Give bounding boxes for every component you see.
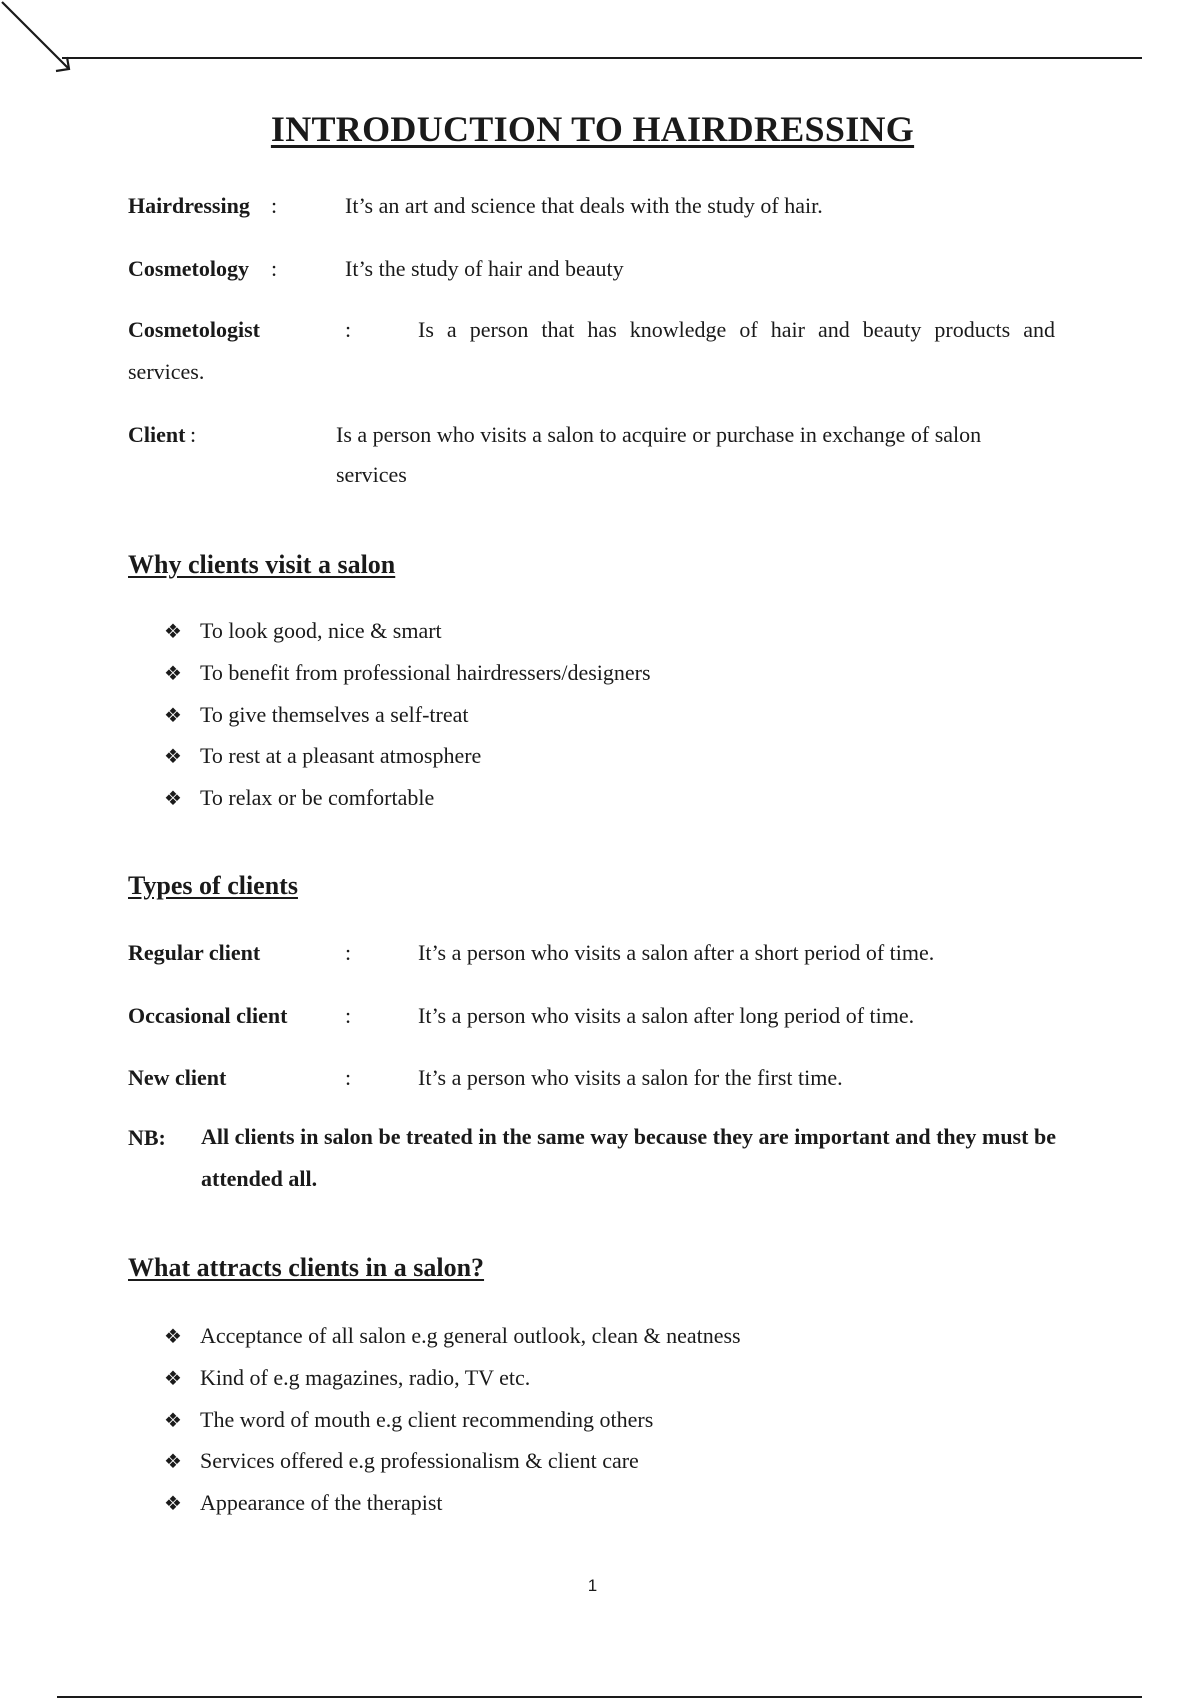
list-item: ❖ The word of mouth e.g client recommending others	[164, 1399, 741, 1441]
term-new-client: New client	[128, 1065, 227, 1090]
definition-colon: :	[190, 422, 197, 447]
nb-text: All clients in salon be treated in the same way because they are important and they must be attended all.	[201, 1124, 1056, 1191]
definition-text: Is a person that has knowledge of hair and beauty products and	[418, 317, 1055, 342]
nb-label: NB:	[128, 1125, 166, 1150]
definition-colon: :	[271, 256, 278, 281]
diamond-bullet-icon: ❖	[164, 746, 182, 769]
term-client: Client	[128, 422, 186, 447]
list-item: ❖ To benefit from professional hairdressers/designers	[164, 652, 651, 694]
section-heading-attracts: What attracts clients in a salon?	[128, 1253, 485, 1282]
definition-colon: :	[345, 1003, 352, 1028]
term-occasional-client: Occasional client	[128, 1003, 288, 1028]
diamond-bullet-icon: ❖	[164, 704, 182, 727]
definition-colon: :	[345, 1065, 352, 1090]
diamond-bullet-icon: ❖	[164, 1326, 182, 1348]
definition-colon: :	[271, 193, 278, 218]
list-item: ❖ Services offered e.g professionalism & client care	[164, 1440, 741, 1482]
list-item: ❖ Appearance of the therapist	[164, 1482, 741, 1524]
diamond-bullet-icon: ❖	[164, 662, 182, 685]
definition-colon: :	[345, 940, 352, 965]
footer-rule	[57, 1696, 1142, 1698]
list-item: ❖ To relax or be comfortable	[164, 777, 651, 819]
header-rule	[62, 57, 1142, 59]
definition-text-continued: services	[336, 462, 407, 487]
definition-text: It’s an art and science that deals with the study of hair.	[345, 193, 823, 218]
definition-text: It’s a person who visits a salon after a short period of time.	[418, 940, 935, 965]
list-item: ❖ Acceptance of all salon e.g general outlook, clean & neatness	[164, 1315, 741, 1357]
section-heading-types-of-clients: Types of clients	[128, 871, 298, 900]
diamond-bullet-icon: ❖	[164, 1409, 182, 1432]
term-cosmetology: Cosmetology	[128, 256, 249, 281]
definition-colon: :	[345, 317, 352, 342]
corner-arrow-icon	[0, 0, 80, 80]
diamond-bullet-icon: ❖	[164, 621, 182, 643]
list-item: ❖ To give themselves a self-treat	[164, 694, 651, 736]
attracts-list	[164, 1315, 741, 1524]
section-heading-why-visit: Why clients visit a salon	[128, 550, 396, 579]
definition-text: It’s a person who visits a salon after long period of time.	[418, 1003, 915, 1028]
why-visit-list	[164, 610, 651, 819]
diamond-bullet-icon: ❖	[164, 788, 182, 811]
definition-text: Is a person who visits a salon to acquire or purchase in exchange of salon	[336, 422, 982, 447]
term-cosmetologist: Cosmetologist	[128, 317, 260, 342]
diamond-bullet-icon: ❖	[164, 1493, 182, 1516]
definition-text: It’s the study of hair and beauty	[345, 256, 624, 281]
diamond-bullet-icon: ❖	[164, 1451, 182, 1474]
definition-text: It’s a person who visits a salon for the first time.	[418, 1065, 843, 1090]
diamond-bullet-icon: ❖	[164, 1367, 182, 1390]
term-hairdressing: Hairdressing	[128, 193, 250, 218]
term-regular-client: Regular client	[128, 940, 261, 965]
list-item: ❖ To rest at a pleasant atmosphere	[164, 735, 651, 777]
definition-text-continued: services.	[128, 359, 205, 384]
page-title: INTRODUCTION TO HAIRDRESSING	[270, 109, 915, 149]
list-item: ❖ To look good, nice & smart	[164, 610, 651, 652]
list-item: ❖ Kind of e.g magazines, radio, TV etc.	[164, 1357, 741, 1399]
page-number: 1	[587, 1576, 598, 1595]
